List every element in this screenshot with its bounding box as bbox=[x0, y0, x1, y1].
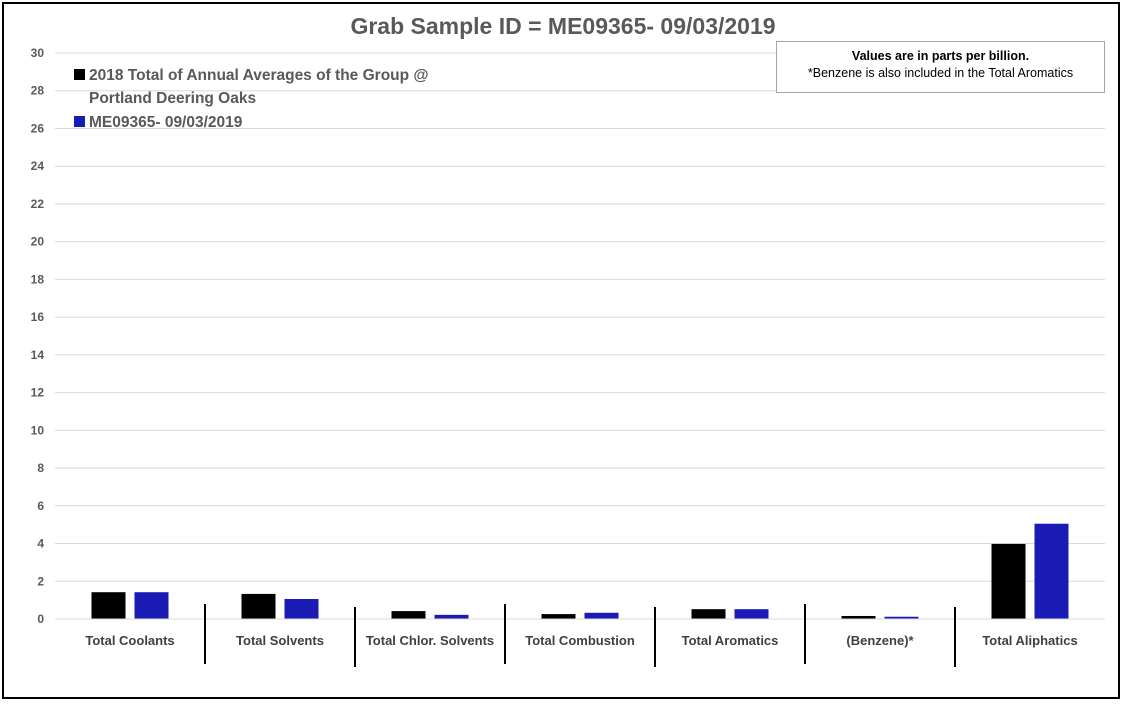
y-tick-label: 28 bbox=[30, 83, 44, 98]
x-tick-label: Total Chlor. Solvents bbox=[365, 633, 495, 648]
y-tick-label: 20 bbox=[30, 234, 44, 249]
y-tick-label: 10 bbox=[30, 423, 44, 438]
chart-title: Grab Sample ID = ME09365- 09/03/2019 bbox=[350, 13, 776, 39]
y-tick-label: 18 bbox=[30, 272, 44, 287]
bar-baseline-2018 bbox=[992, 544, 1026, 619]
x-tick-label: Total Coolants bbox=[85, 633, 175, 648]
y-tick-label: 8 bbox=[37, 461, 44, 476]
bar-sample bbox=[285, 599, 319, 619]
units-note: Values are in parts per billion. bbox=[851, 49, 1030, 63]
legend-swatch bbox=[74, 116, 85, 127]
y-tick-label: 4 bbox=[37, 536, 44, 551]
bar-baseline-2018 bbox=[392, 611, 426, 619]
y-tick-label: 12 bbox=[30, 385, 44, 400]
benzene-note: *Benzene is also included in the Total Aromatics bbox=[807, 66, 1074, 80]
x-tick-label: Total Aliphatics bbox=[982, 633, 1078, 648]
y-tick-label: 0 bbox=[37, 612, 44, 626]
y-tick-label: 22 bbox=[30, 196, 44, 211]
legend bbox=[74, 67, 429, 131]
x-tick-label: Total Aromatics bbox=[681, 633, 779, 648]
legend-label: ME09365- 09/03/2019 bbox=[89, 114, 243, 131]
y-tick-label: 16 bbox=[30, 310, 44, 325]
units-note-box bbox=[776, 41, 1105, 93]
bar-sample bbox=[135, 592, 169, 619]
bar-sample bbox=[585, 613, 619, 619]
y-axis-ticks bbox=[31, 46, 45, 626]
x-tick-label: Total Combustion bbox=[525, 633, 635, 648]
x-axis bbox=[55, 604, 1105, 667]
bar-sample bbox=[435, 615, 469, 619]
legend-label: 2018 Total of Annual Averages of the Group @ bbox=[89, 67, 429, 84]
x-tick-label: (Benzene)* bbox=[846, 633, 914, 648]
y-tick-label: 26 bbox=[30, 121, 44, 136]
legend-swatch bbox=[74, 69, 85, 80]
gridlines bbox=[55, 53, 1105, 581]
legend-label: Portland Deering Oaks bbox=[89, 90, 257, 107]
bar-baseline-2018 bbox=[542, 614, 576, 619]
bar-baseline-2018 bbox=[92, 592, 126, 619]
y-tick-label: 6 bbox=[37, 498, 44, 513]
x-tick-label: Total Solvents bbox=[236, 633, 324, 648]
y-tick-label: 2 bbox=[37, 574, 44, 589]
y-tick-label: 24 bbox=[30, 159, 44, 174]
bar-baseline-2018 bbox=[692, 609, 726, 619]
y-tick-label: 30 bbox=[30, 46, 44, 60]
y-tick-label: 14 bbox=[30, 347, 44, 362]
bar-sample bbox=[735, 609, 769, 619]
bar-baseline-2018 bbox=[242, 594, 276, 619]
bars bbox=[92, 524, 1069, 619]
bar-sample bbox=[1035, 524, 1069, 619]
